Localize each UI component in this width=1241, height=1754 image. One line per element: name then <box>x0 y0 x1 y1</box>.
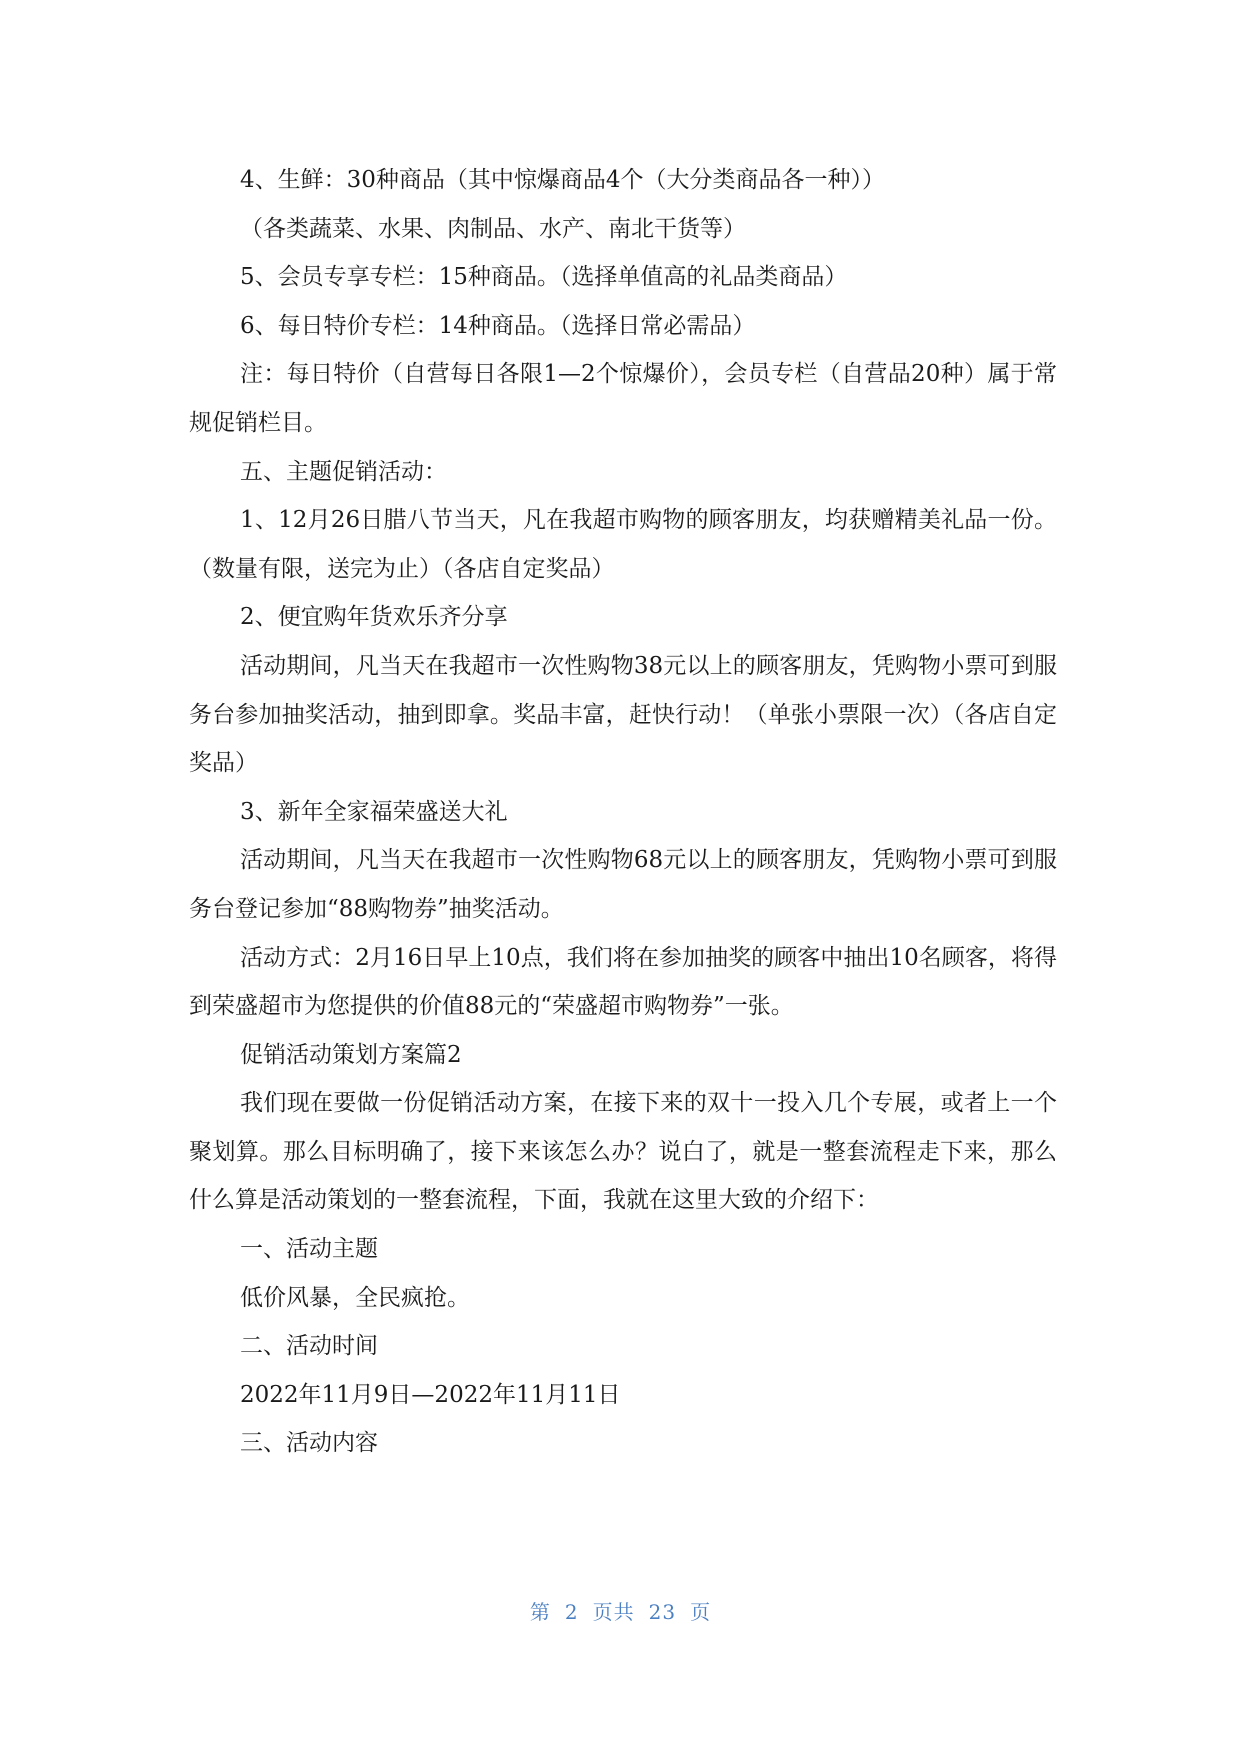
paragraph-note: 注：每日特价（自营每日各限1—2个惊爆价），会员专栏（自营品20种）属于常规促销栏目。 <box>189 361 1057 436</box>
footer-suffix: 页 <box>690 1600 712 1624</box>
footer-prefix: 第 <box>529 1600 551 1624</box>
paragraph-time-range: 2022年11月9日—2022年11月11日 <box>240 1381 621 1408</box>
paragraph-lottery-68: 活动期间，凡当天在我超市一次性购物68元以上的顾客朋友，凭购物小票可到服务台登记参加“88购物券”抽奖活动。 <box>189 847 1057 922</box>
heading-plan-2: 促销活动策划方案篇2 <box>240 1041 462 1068</box>
heading-activity-time: 二、活动时间 <box>240 1333 378 1360</box>
paragraph-plan-intro: 我们现在要做一份促销活动方案，在接下来的双十一投入几个专展，或者上一个聚划算。那么目标明确了，接下来该怎么办？说白了，就是一整套流程走下来，那么什么算是活动策划的一整套流程，下面，我就在这里大致的介绍下： <box>189 1090 1057 1214</box>
document-body <box>189 156 1057 1468</box>
paragraph-lottery-38: 活动期间，凡当天在我超市一次性购物38元以上的顾客朋友，凭购物小票可到服务台参加抽奖活动，抽到即拿。奖品丰富，赶快行动！（单张小票限一次）（各店自定奖品） <box>189 652 1057 777</box>
subheading-family-gift: 3、新年全家福荣盛送大礼 <box>240 798 508 825</box>
page-footer <box>0 1596 1241 1625</box>
heading-activity-content: 三、活动内容 <box>240 1430 378 1457</box>
paragraph-daily-special: 6、每日特价专栏：14种商品。（选择日常必需品） <box>240 312 756 339</box>
subheading-new-year-goods: 2、便宜购年货欢乐齐分享 <box>240 604 508 631</box>
paragraph-laba-festival: 1、12月26日腊八节当天，凡在我超市购物的顾客朋友，均获赠精美礼品一份。（数量有限，送完为止）（各店自定奖品） <box>189 507 1057 582</box>
paragraph-fresh-goods-detail: （各类蔬菜、水果、肉制品、水产、南北干货等） <box>240 215 746 242</box>
heading-activity-theme: 一、活动主题 <box>240 1236 378 1263</box>
footer-total-pages: 23 <box>648 1600 677 1624</box>
paragraph-member-column: 5、会员专享专栏：15种商品。（选择单值高的礼品类商品） <box>240 264 848 291</box>
footer-current-page: 2 <box>564 1600 579 1624</box>
paragraph-fresh-goods: 4、生鲜：30种商品（其中惊爆商品4个（大分类商品各一种）） <box>240 167 886 193</box>
paragraph-activity-method: 活动方式：2月16日早上10点，我们将在参加抽奖的顾客中抽出10名顾客，将得到荣盛超市为您提供的价值88元的“荣盛超市购物券”一张。 <box>189 944 1057 1020</box>
footer-middle: 页共 <box>592 1600 635 1624</box>
paragraph-theme-text: 低价风暴，全民疯抢。 <box>240 1284 470 1311</box>
heading-theme-promotion: 五、主题促销活动： <box>240 458 447 485</box>
